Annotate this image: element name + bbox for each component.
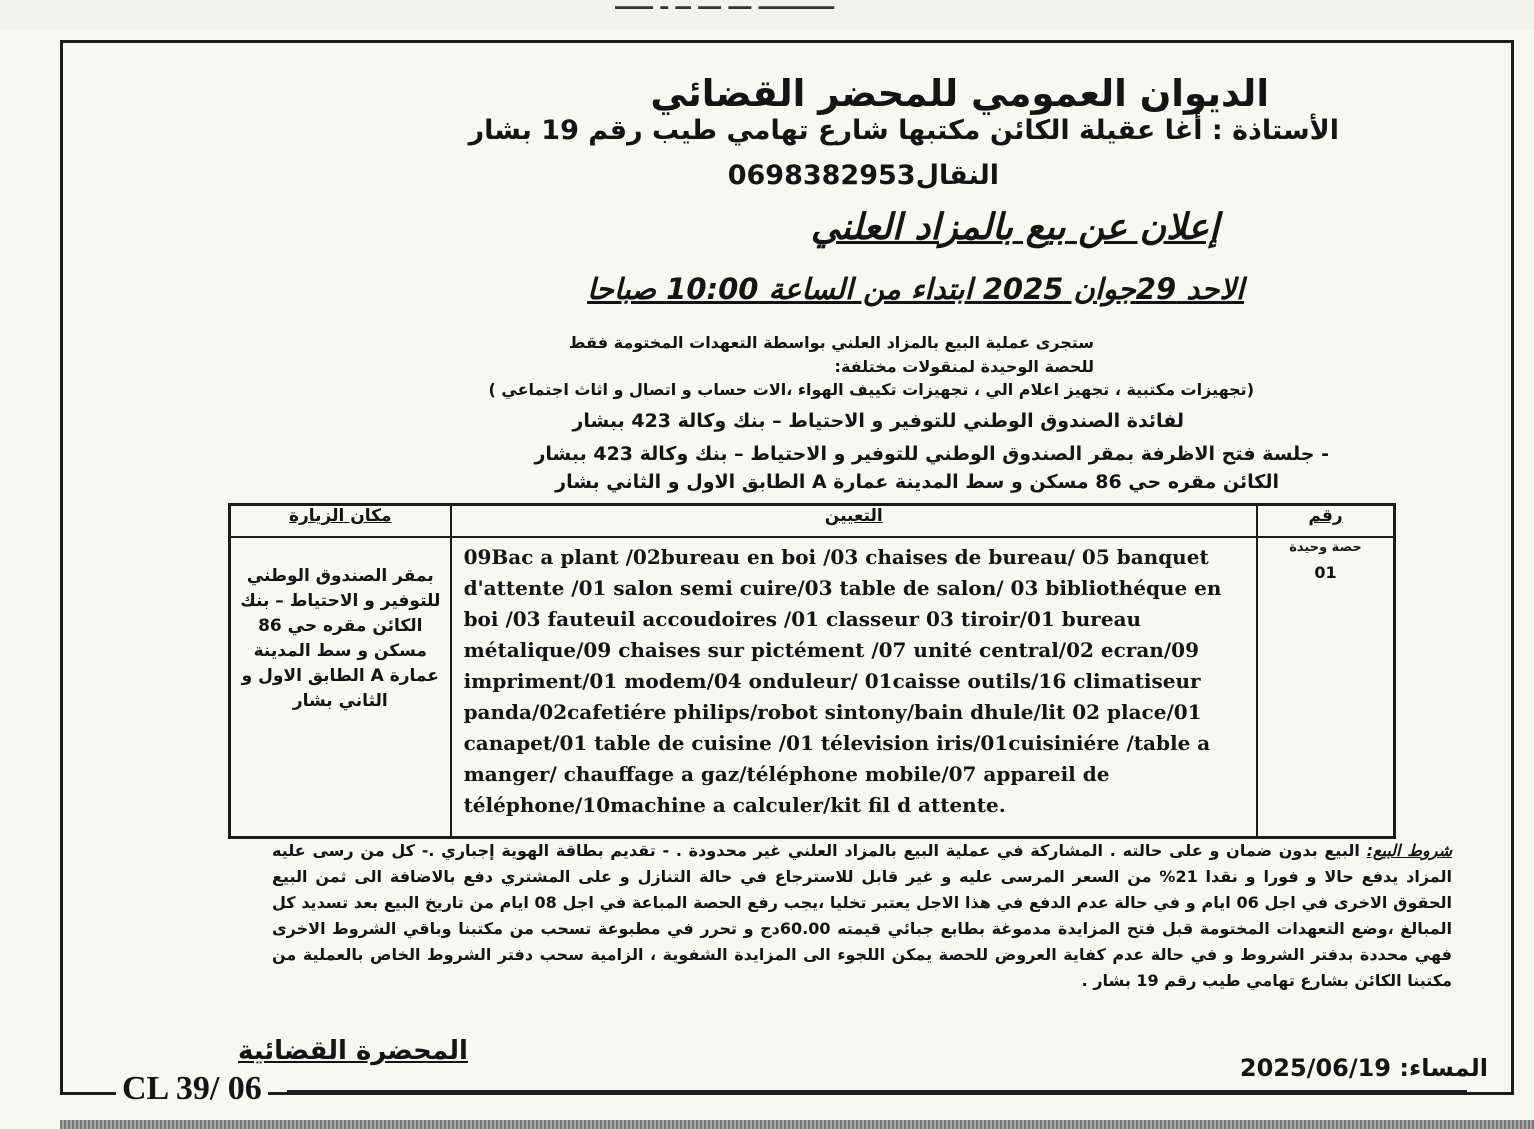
lot-number-cell <box>1257 537 1395 838</box>
issue-date <box>1236 1054 1492 1082</box>
intro-line-3: (تجهيزات مكتبية ، تجهيز اعلام الي ، تجهيزات تكييف الهواء ،الات حساب و اتصال و اثاث اجتماعي ) <box>488 380 1254 399</box>
sale-terms <box>272 838 1452 994</box>
previous-page-fragment: ــــــــــ ـــ ـــ ــ ـ ـــــ <box>0 0 1534 30</box>
date-value: 2025/06/19 <box>1239 1054 1391 1082</box>
bailiff-signature: المحضرة القضائية <box>238 1036 468 1066</box>
reference-code: CL 39/ 06 <box>116 1070 268 1108</box>
header-number: رقم <box>1257 505 1395 538</box>
lots-table <box>228 503 1396 839</box>
intro-line-2: للحصة الوحيدة لمنقولات مختلفة: <box>834 357 1094 376</box>
phone-number: النقال0698382953 <box>727 160 999 191</box>
intro-line-5: - جلسة فتح الاظرفة بمقر الصندوق الوطني للتوفير و الاحتياط – بنك وكالة 423 ببشار <box>534 443 1329 465</box>
auction-date: الاحد 29جوان 2025 ابتداء من الساعة 10:00 صباحا <box>587 272 1244 306</box>
table-row <box>230 537 1395 838</box>
header-designation: التعيين <box>451 505 1257 538</box>
terms-text: البيع بدون ضمان و على حالته . المشاركة في عملية البيع بالمزاد العلني غير محدودة . - تقديم بطاقة الهوية إجباري .- كل من رسى عليه المزاد يدفع حالا و فورا و نقدا 21% من السعر المرسى عليه و غير قابل للاسترجاع في حالة التنازل و على المشتري دفع بالاضافة الى ثمن البيع الحقوق الاخرى في اجل 06 ايام و في حالة عدم الدفع في هذا الاجل يعتبر تخليا ،يجب رفع الحصة المباعة في اجل 08 ايام من تاريخ البيع بعد تسديد كل المبالغ ،وضع التعهدات المختومة قبل فتح المزايدة مدموغة بطابع جبائي قيمته 60.00دج و تحرر في مطبوعة تسحب من مكتبنا وباقي الشروط الاخرى فهي محددة بدفتر الشروط و في حالة عدم كفاية العروض للحصة يمكن اللجوء الى المزايدة الشفوية ، الزامية سحب دفتر الشروط الخاص بالعملية من مكتبنا الكائن بشارع تهامي طيب رقم 19 بشار . <box>272 841 1453 990</box>
intro-line-1: ستجرى عملية البيع بالمزاد العلني بواسطة التعهدات المختومة فقط <box>568 333 1094 352</box>
announcement-title: إعلان عن بيع بالمزاد العلني <box>810 207 1219 248</box>
office-title: الديوان العمومي للمحضر القضائي <box>650 72 1269 115</box>
table-header-row <box>230 505 1395 538</box>
header-visit-place: مكان الزيارة <box>230 505 451 538</box>
designation-cell: 09Bac a plant /02bureau en boi /03 chaises de bureau/ 05 banquet d'attente /01 salon semi cuire/03 table de salon/ 03 bibliothéque en boi /03 fauteuil accoudoires /01 classeur 03 tiroir/01 bureau métalique/09 chaises sur pictément /07 unité central/02 ecran/09 impriment/01 modem/04 onduleur/ 01caisse outils/16 climatiseur panda/02cafetiére philips/robot sintony/bain dhule/lit 02 place/01 canapet/01 table de cuisine /01 télevision iris/01cuisiniére /table a manger/ chauffage a gaz/téléphone mobile/07 appareil de téléphone/10machine a calculer/kit fil d attente. <box>451 537 1257 838</box>
bottom-rule <box>287 1090 1467 1093</box>
lot-number: 01 <box>1314 563 1337 582</box>
lawyer-address: الأستاذة : أغا عقيلة الكائن مكتبها شارع تهامي طيب رقم 19 بشار <box>468 115 1339 146</box>
visit-place-cell: بمقر الصندوق الوطني للتوفير و الاحتياط – بنك الكائن مقره حي 86 مسكن و سط المدينة عمارة A الطابق الاول و الثاني بشار <box>230 537 451 838</box>
terms-heading: شروط البيع: <box>1366 841 1453 860</box>
date-label: المساء: <box>1399 1054 1488 1082</box>
intro-line-4: لفائدة الصندوق الوطني للتوفير و الاحتياط – بنك وكالة 423 ببشار <box>572 410 1184 432</box>
intro-line-6: الكائن مقره حي 86 مسكن و سط المدينة عمارة A الطابق الاول و الثاني بشار <box>555 471 1279 493</box>
scan-edge <box>60 1120 1534 1129</box>
lot-label: حصة وحيدة <box>1289 540 1362 555</box>
